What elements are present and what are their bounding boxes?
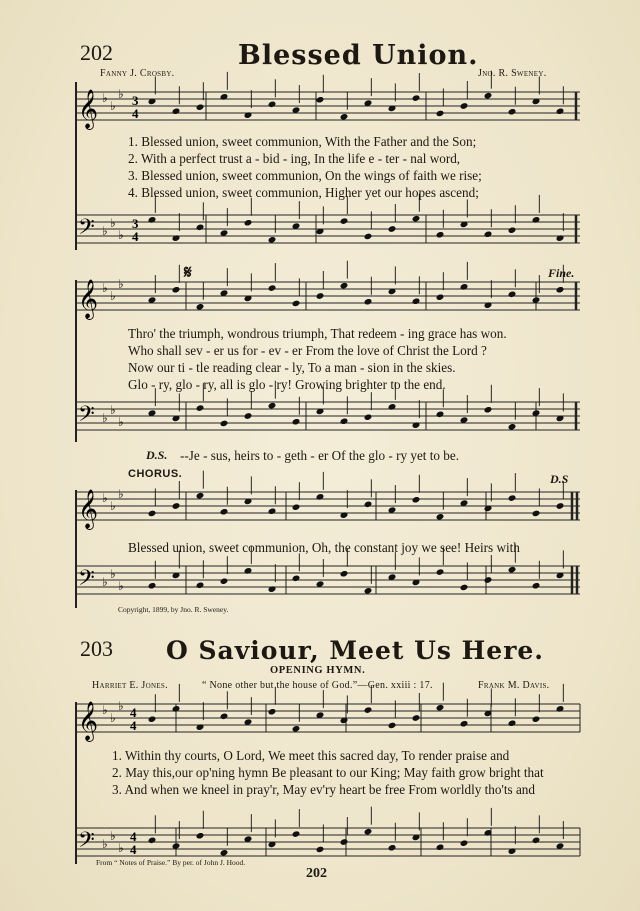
note-head [148,716,157,723]
note-head [412,714,421,721]
svg-text:4: 4 [130,718,137,733]
page-number: 202 [306,866,327,881]
note-head [412,94,421,101]
verse-2-line: Who shall sev - er us for - ev - er From the love of Christ the Lord ? [128,343,487,358]
hymn-composer: Jno. R. Sweney. [478,68,547,79]
note-head [436,294,445,301]
note-head [220,508,229,515]
note-head [508,227,517,234]
note-head [196,492,205,499]
note-head [220,578,229,585]
note-head [316,292,325,299]
svg-text:4: 4 [130,829,137,844]
treble-clef-icon: 𝄞 [78,89,99,129]
note-head [436,110,445,117]
note-head [364,501,373,508]
note-head [196,303,205,310]
note-head [484,576,493,583]
svg-text:4: 4 [132,229,139,244]
note-head [340,282,349,289]
note-head [460,720,469,727]
svg-text:♭: ♭ [110,289,116,303]
note-head [148,837,157,844]
svg-text:♭: ♭ [110,499,116,513]
note-head [292,575,301,582]
note-head [364,233,373,240]
note-head [268,236,277,243]
note-head [412,298,421,305]
note-head [532,582,541,589]
note-head [532,510,541,517]
system2-bass-staff [76,394,582,440]
note-head [364,414,373,421]
bass-clef-icon: 𝄢 [78,566,95,596]
note-head [436,411,445,418]
note-head [196,104,205,111]
note-head [148,510,157,517]
note-head [436,231,445,238]
svg-text:4: 4 [130,842,137,857]
svg-text:♭: ♭ [118,579,124,593]
note-head [316,96,325,103]
note-head [220,849,229,856]
note-head [484,92,493,99]
note-head [436,844,445,851]
note-head [556,502,565,509]
svg-text:♭: ♭ [118,415,124,429]
system3-treble-staff [76,482,582,530]
treble-clef-icon: 𝄞 [78,279,99,319]
note-head [364,298,373,305]
hymn203-treble-staff [76,694,582,744]
svg-text:4: 4 [130,705,137,720]
note-head [484,406,493,413]
note-head [412,215,421,222]
note-head [508,494,517,501]
note-head [340,838,349,845]
note-head [172,108,181,115]
note-head [460,102,469,109]
note-head [436,513,445,520]
note-head [460,584,469,591]
svg-text:♭: ♭ [110,567,116,581]
note-head [268,708,277,715]
note-head [364,828,373,835]
svg-text:♭: ♭ [102,91,108,105]
note-head [532,837,541,844]
note-head [340,217,349,224]
note-head [508,108,517,115]
verse-2-line: 2. With a perfect trust a - bid - ing, In the life e - ter - nal word, [128,151,461,166]
verse-1-line: 1. Blessed union, sweet communion, With the Father and the Son; [128,134,477,149]
note-head [196,582,205,589]
svg-text:♭: ♭ [102,575,108,589]
ds-label: D.S. [146,448,168,462]
svg-text:♭: ♭ [110,216,116,230]
hymn-subtitle: OPENING HYMN. [270,665,366,676]
system1-bass-staff [76,205,582,253]
bass-clef-icon: 𝄢 [78,215,95,245]
hymn-epigraph: “ None other but the house of God.”—Gen. xxiii : 17. [202,680,433,691]
note-head [340,113,349,120]
note-head [508,423,517,430]
note-head [220,713,229,720]
svg-text:♭: ♭ [110,403,116,417]
svg-text:♭: ♭ [118,699,124,713]
note-head [508,566,517,573]
ds-mark: D.S [550,472,569,486]
hymn-number: 203 [80,636,113,661]
note-head [340,418,349,425]
note-head [484,231,493,238]
svg-text:♭: ♭ [110,711,116,725]
segno-mark: 𝄋 [184,262,192,282]
note-head [388,225,397,232]
note-head [196,404,205,411]
verse-2-line: 2. May this,our op'ning hymn Be pleasant to our King; May faith grow bright that [112,765,544,780]
svg-text:♭: ♭ [118,228,124,242]
note-head [172,502,181,509]
note-head [220,420,229,427]
note-head [508,291,517,298]
note-head [268,284,277,291]
verse-1-line: Thro' the triumph, wondrous triumph, That redeem - ing grace has won. [128,326,507,341]
system2-treble-staff [76,272,582,322]
note-head [268,101,277,108]
note-head [292,418,301,425]
verse-1-line: 1. Within thy courts, O Lord, We meet this sacred day, To render praise and [112,748,510,763]
svg-text:3: 3 [132,93,139,108]
note-head [292,725,301,732]
svg-text:4: 4 [132,106,139,121]
system3-bass-staff [76,558,582,604]
svg-text:♭: ♭ [110,829,116,843]
note-head [148,582,157,589]
hymn-author: Fanny J. Crosby. [100,68,175,79]
note-head [292,830,301,837]
note-head [364,587,373,594]
svg-text:♭: ♭ [118,277,124,291]
note-head [196,832,205,839]
note-head [436,568,445,575]
svg-text:♭: ♭ [118,841,124,855]
verse-3-line: 3. And when we kneel in pray'r, May ev'ry heart be free From worldly tho'ts and [112,782,535,797]
note-head [388,722,397,729]
note-head [196,224,205,231]
note-head [244,219,253,226]
note-head [244,412,253,419]
note-head [532,716,541,723]
note-head [316,846,325,853]
verse-4-line: 4. Blessed union, sweet communion, Higher yet our hopes ascend; [128,185,479,200]
note-head [508,720,517,727]
fine-mark: Fine. [548,266,575,280]
svg-text:♭: ♭ [102,491,108,505]
copyright-note: Copyright, 1899, by Jno. R. Sweney. [118,605,229,614]
verse-4-line: Glo - ry, glo - ry, all is glo - ry! Growing brighter to the end. [128,377,446,392]
hymn-title: Blessed Union. [238,40,479,71]
svg-text:♭: ♭ [102,281,108,295]
note-head [268,402,277,409]
treble-clef-icon: 𝄞 [78,489,99,529]
svg-text:♭: ♭ [118,487,124,501]
note-head [268,508,277,515]
treble-clef-icon: 𝄞 [78,701,99,741]
svg-text:♭: ♭ [102,703,108,717]
note-head [460,840,469,847]
source-credit: From “ Notes of Praise.” By per. of John J. Hood. [96,858,246,867]
note-head [292,300,301,307]
hymn-author: Harriet E. Jones. [92,680,168,691]
note-head [292,504,301,511]
svg-text:♭: ♭ [102,837,108,851]
note-head [340,570,349,577]
verse-3-line: Now our ti - tle reading clear - ly, To a man - sion in the skies. [128,360,456,375]
note-head [556,286,565,293]
bass-clef-icon: 𝄢 [78,828,95,858]
note-head [388,844,397,851]
ds-lyric-line: --Je - sus, heirs to - geth - er Of the glo - ry yet to be. [180,448,460,463]
note-head [556,108,565,115]
bass-clef-icon: 𝄢 [78,402,95,432]
svg-text:♭: ♭ [110,99,116,113]
note-head [412,496,421,503]
note-head [436,704,445,711]
svg-text:♭: ♭ [102,224,108,238]
hymn-composer: Frank M. Davis. [478,680,550,691]
system1-treble-staff [76,80,582,136]
chorus-label: CHORUS. [128,468,183,480]
note-head [364,706,373,713]
svg-text:♭: ♭ [118,87,124,101]
svg-text:3: 3 [132,216,139,231]
svg-text:♭: ♭ [102,411,108,425]
verse-3-line: 3. Blessed union, sweet communion, On the wings of faith we rise; [128,168,482,183]
note-head [172,286,181,293]
chorus-lyric-line: Blessed union, sweet communion, Oh, the constant joy we see! Heirs with [128,540,520,555]
hymn-number: 202 [80,40,113,65]
hymn-title: O Saviour, Meet Us Here. [166,636,544,665]
